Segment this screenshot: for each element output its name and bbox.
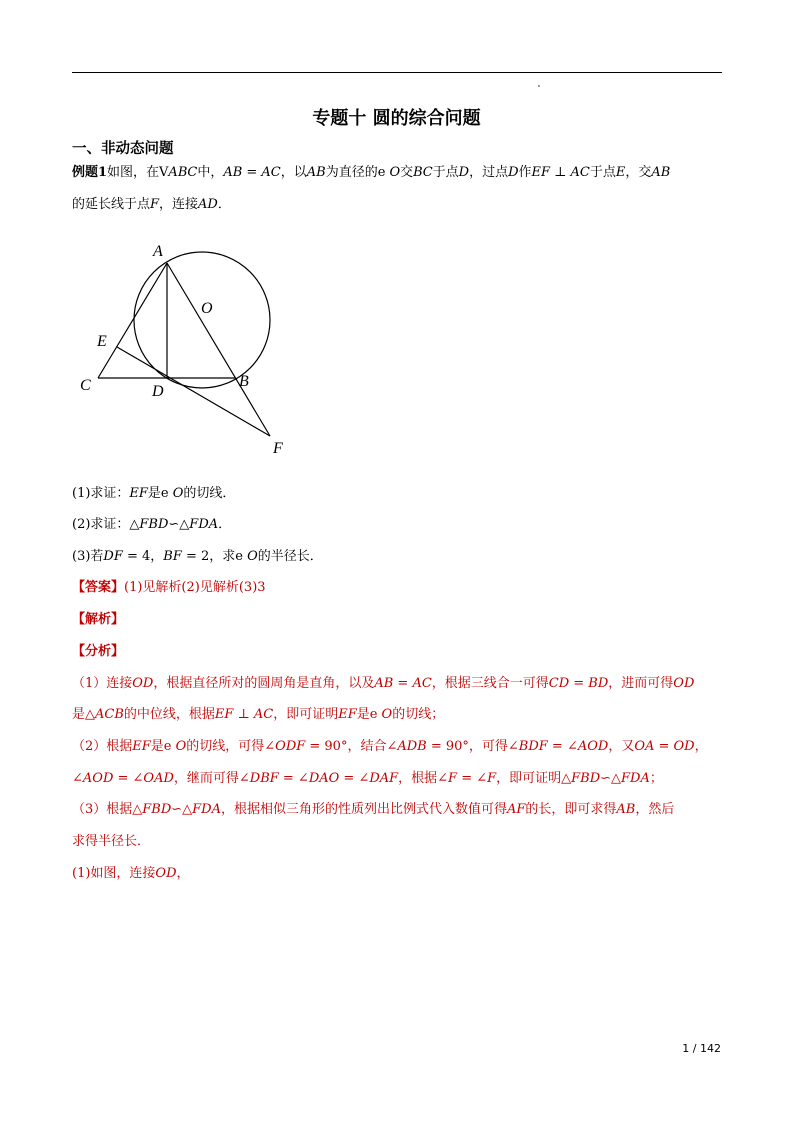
question-1: (1)求证：𝐸𝐹是e 𝑂的切线．	[72, 486, 236, 501]
fenxi-label: 【分析】	[72, 644, 125, 659]
example-line-1	[72, 163, 670, 183]
analysis-line-6: 求得半径长．	[72, 834, 151, 849]
question-2: (2)求证：△𝐹𝐵𝐷∽△𝐹𝐷𝐴．	[72, 517, 232, 532]
segment-af	[167, 263, 270, 436]
answer-line	[72, 578, 266, 598]
answer-label: 【答案】	[72, 580, 125, 595]
speck	[538, 85, 540, 87]
solution-start: (1)如图，连接𝑂𝐷，	[72, 866, 190, 881]
question-3: (3)若𝐷𝐹 = 4，𝐵𝐹 = 2，求e 𝑂的半径长．	[72, 549, 323, 564]
header-rule	[72, 72, 722, 73]
example-line-2: 的延长线于点𝐹，连接𝐴𝐷．	[72, 197, 231, 212]
label-a: A	[153, 243, 163, 260]
example-text-1: 如图，在V𝐴𝐵𝐶中，𝐴𝐵 = 𝐴𝐶，以𝐴𝐵为直径的e 𝑂交𝐵𝐶于点𝐷，过点𝐷作𝐸𝐹 ⊥ 𝐴𝐶于点𝐸，交𝐴𝐵	[107, 165, 671, 180]
page-number: 1 / 142	[682, 1042, 721, 1055]
circle-o	[134, 252, 270, 388]
analysis-line-3: （2）根据𝐸𝐹是e 𝑂的切线，可得∠𝑂𝐷𝐹 = 90°，结合∠𝐴𝐷𝐵 = 90°，可得∠𝐵𝐷𝐹 = ∠𝐴𝑂𝐷，又𝑂𝐴 = 𝑂𝐷，	[72, 739, 708, 754]
geometry-figure	[72, 236, 302, 464]
label-f: F	[273, 440, 283, 457]
analysis-line-4: ∠𝐴𝑂𝐷 = ∠𝑂𝐴𝐷，继而可得∠𝐷𝐵𝐹 = ∠𝐷𝐴𝑂 = ∠𝐷𝐴𝐹，根据∠𝐹 = ∠𝐹，即可证明△𝐹𝐵𝐷∽△𝐹𝐷𝐴；	[72, 771, 663, 786]
analysis-line-1: （1）连接𝑂𝐷，根据直径所对的圆周角是直角，以及𝐴𝐵 = 𝐴𝐶，根据三线合一可得𝐶𝐷 = 𝐵𝐷，进而可得𝑂𝐷	[72, 676, 695, 691]
segment-ef	[117, 347, 270, 436]
example-label: 例题1	[72, 165, 108, 180]
label-o: O	[201, 300, 213, 317]
label-e: E	[97, 333, 107, 350]
label-b: B	[239, 373, 249, 390]
section-heading: 一、非动态问题	[72, 141, 174, 157]
segment-ac	[98, 263, 167, 378]
analysis-line-5: （3）根据△𝐹𝐵𝐷∽△𝐹𝐷𝐴，根据相似三角形的性质列出比例式代入数值可得𝐴𝐹的长，即可求得𝐴𝐵，然后	[72, 802, 675, 817]
label-d: D	[152, 383, 164, 400]
jiexi-label: 【解析】	[72, 612, 125, 627]
analysis-line-2: 是△𝐴𝐶𝐵的中位线，根据𝐸𝐹 ⊥ 𝐴𝐶，即可证明𝐸𝐹是e 𝑂的切线；	[72, 707, 445, 722]
page-title: 专题十 圆的综合问题	[312, 108, 481, 129]
label-c: C	[80, 377, 91, 394]
answer-text: (1)见解析(2)见解析(3)3	[124, 580, 266, 595]
